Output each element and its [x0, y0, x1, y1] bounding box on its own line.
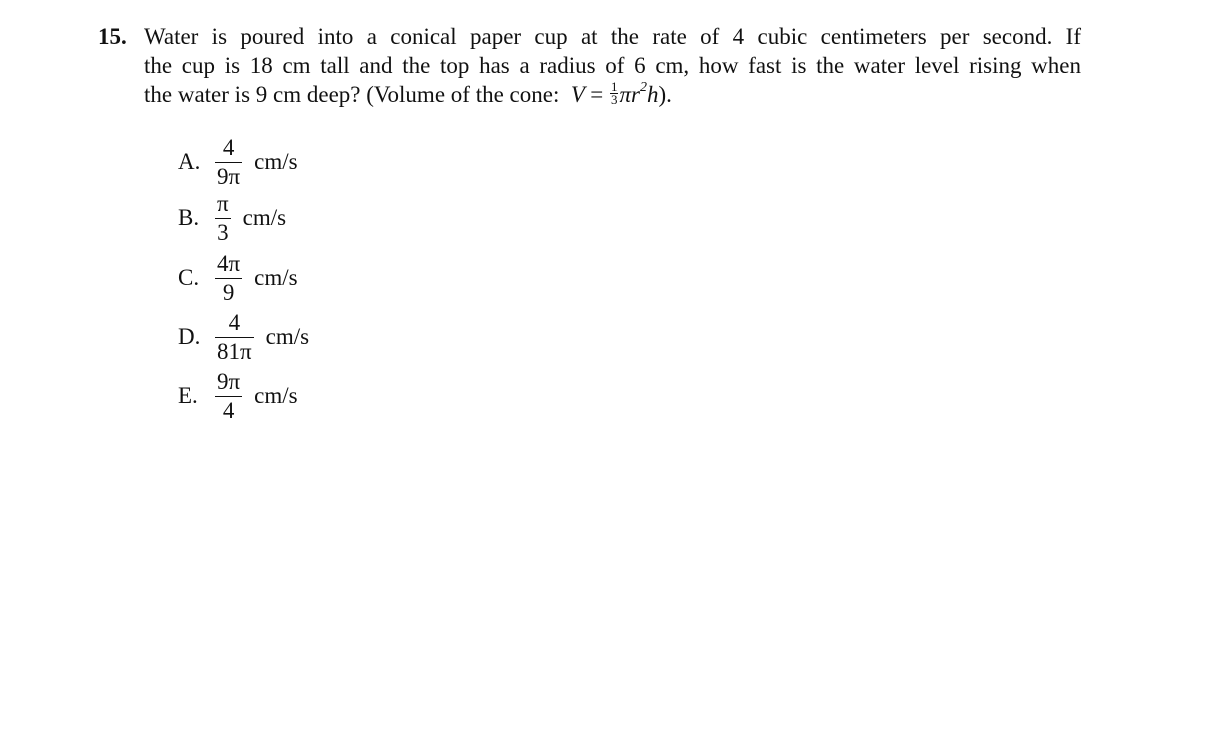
formula-fraction-numerator: 1 — [610, 79, 618, 95]
question-number: 15. — [98, 24, 127, 49]
choice-a[interactable] — [178, 134, 298, 190]
fraction-numerator: 9π — [217, 368, 241, 394]
question-text — [144, 22, 1084, 109]
cone-volume-formula — [570, 79, 659, 108]
fraction-bar — [215, 396, 242, 397]
choice-d[interactable] — [178, 309, 309, 365]
question-line-3-prefix: the water is 9 cm deep? (Volume of the cone: — [144, 82, 560, 107]
fraction-bar — [215, 337, 254, 338]
choice-letter: B. — [178, 205, 200, 230]
choice-b[interactable] — [178, 190, 286, 246]
choice-unit: cm/s — [254, 149, 298, 174]
fraction-denominator: 4 — [222, 397, 235, 423]
fraction-denominator: 9π — [217, 163, 241, 189]
choice-fraction — [215, 136, 242, 189]
question-line-1: Water is poured into a conical paper cup at the rate of 4 cubic centimeters per second. If — [144, 24, 1081, 49]
formula-equals: = — [590, 82, 604, 107]
question-line-2: the cup is 18 cm tall and the top has a radius of 6 cm, how fast is the water level rising when — [144, 53, 1081, 78]
question-line-3 — [144, 80, 1084, 109]
choice-unit: cm/s — [242, 205, 287, 230]
choice-fraction — [215, 252, 242, 305]
choice-letter: D. — [178, 324, 201, 349]
fraction-denominator: 9 — [222, 279, 235, 305]
question-block — [98, 22, 1098, 109]
fraction-numerator: 4π — [217, 250, 241, 276]
fraction-numerator: 4 — [222, 134, 235, 160]
choice-fraction — [215, 370, 242, 423]
fraction-bar — [215, 162, 242, 163]
formula-fraction — [610, 81, 619, 106]
choice-e[interactable] — [178, 368, 298, 424]
formula-fraction-denominator: 3 — [610, 92, 618, 108]
fraction-bar — [215, 278, 242, 279]
fraction-numerator: 4 — [228, 309, 241, 335]
fraction-denominator: 3 — [217, 219, 229, 245]
choice-c[interactable] — [178, 250, 298, 306]
formula-pi: π — [619, 82, 632, 107]
choice-letter: E. — [178, 383, 198, 408]
fraction-bar — [215, 218, 231, 219]
choice-unit: cm/s — [254, 265, 298, 290]
formula-lhs: V — [570, 82, 585, 107]
formula-exponent: 2 — [639, 80, 647, 96]
choice-letter: C. — [178, 265, 200, 290]
fraction-numerator: π — [217, 190, 229, 216]
choice-fraction — [215, 192, 231, 245]
fraction-denominator: 81π — [217, 338, 252, 364]
choice-unit: cm/s — [265, 324, 310, 349]
choice-unit: cm/s — [254, 383, 298, 408]
formula-r: r — [631, 82, 640, 107]
question-line-3-suffix: ). — [658, 82, 672, 107]
choice-fraction — [215, 311, 254, 364]
choice-letter: A. — [178, 149, 201, 174]
formula-h: h — [646, 82, 659, 107]
